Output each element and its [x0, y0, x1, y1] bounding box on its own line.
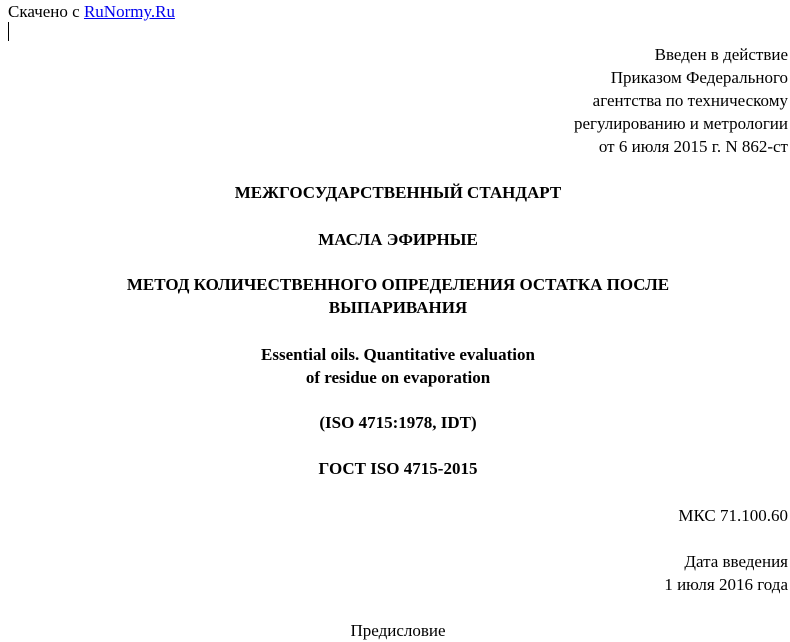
foreword-heading: Предисловие	[350, 621, 446, 640]
source-link[interactable]: RuNormy.Ru	[83, 2, 175, 21]
date-label: Дата введения	[684, 552, 788, 571]
gost-number: ГОСТ ISO 4715-2015	[318, 459, 478, 478]
english-title-line-2: of residue on evaporation	[305, 368, 491, 387]
mks-code: МКС 71.100.60	[678, 506, 788, 525]
source-prefix: Скачено с	[8, 2, 80, 21]
english-title-line-1: Essential oils. Quantitative evaluation	[261, 345, 535, 364]
subtitle-line-1: МЕТОД КОЛИЧЕСТВЕННОГО ОПРЕДЕЛЕНИЯ ОСТАТКА ПОСЛЕ	[126, 275, 670, 294]
document-title: МАСЛА ЭФИРНЫЕ	[318, 230, 478, 249]
introduced-line: от 6 июля 2015 г. N 862-ст	[598, 137, 788, 156]
iso-reference: (ISO 4715:1978, IDT)	[319, 413, 477, 432]
date-value: 1 июля 2016 года	[664, 575, 788, 594]
standard-type: МЕЖГОСУДАРСТВЕННЫЙ СТАНДАРТ	[234, 183, 562, 202]
introduced-line: агентства по техническому	[592, 91, 788, 110]
subtitle-line-2: ВЫПАРИВАНИЯ	[328, 298, 468, 317]
introduced-block	[574, 43, 788, 158]
source-line	[8, 0, 175, 23]
text-cursor	[8, 22, 9, 41]
introduced-line: Введен в действие	[654, 45, 788, 64]
introduced-line: регулированию и метрологии	[573, 114, 788, 133]
introduced-line: Приказом Федерального	[610, 68, 788, 87]
